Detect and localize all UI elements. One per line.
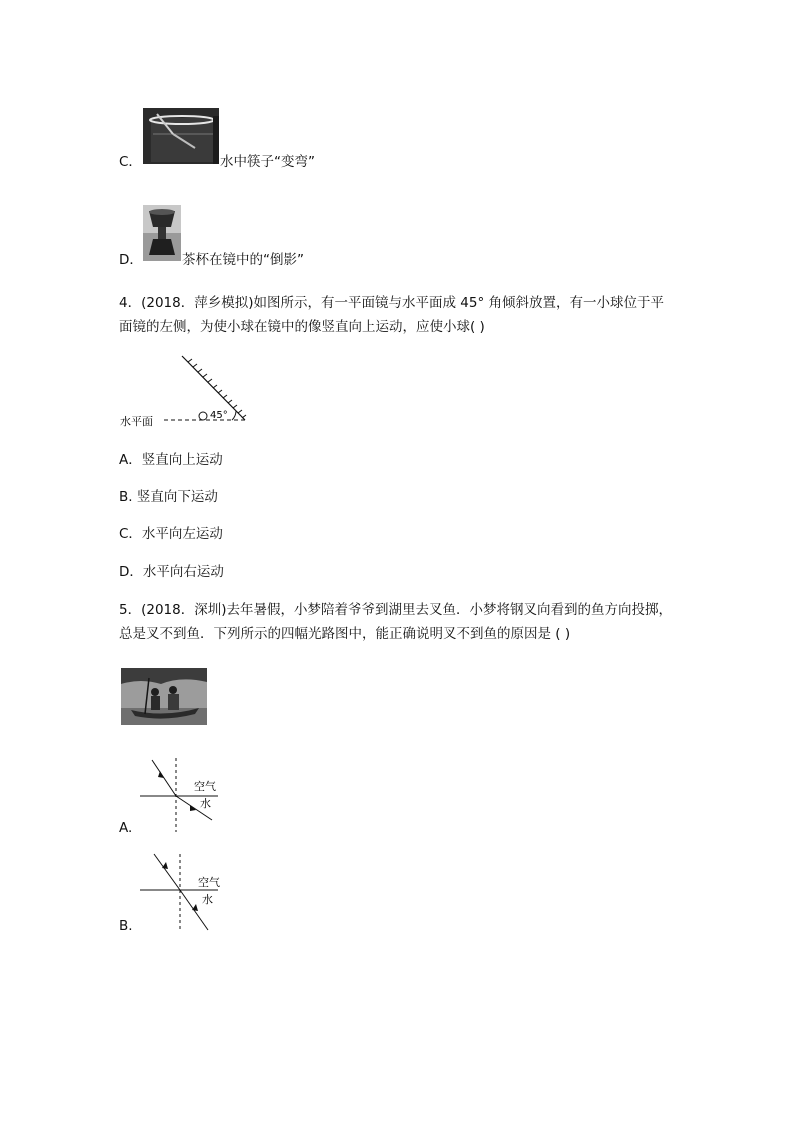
horizontal-plane-label: 水平面 [120,415,153,428]
q4-option-b[interactable]: B. 竖直向下运动 [119,489,218,505]
ray-in-air [154,854,180,890]
arrow-icon [158,771,164,778]
fishing-illustration [121,668,207,725]
angle-arc [232,411,236,420]
teacup-illustration [143,205,181,261]
air-label: 空气 [198,876,220,889]
q5-option-a[interactable]: A. [119,820,133,836]
option-c-letter: C． [119,154,142,170]
q4-option-c[interactable]: C．水平向左运动 [119,526,223,542]
air-label: 空气 [194,780,216,793]
q4-stem-line1: 4．(2018．萍乡模拟)如图所示，有一平面镜与水平面成 45° 角倾斜放置，有一小球位于平 [119,295,664,311]
q4-mirror-diagram [118,352,258,428]
option-c-caption: 水中筷子“变弯” [220,154,315,170]
option-d-letter: D． [119,252,143,268]
option-d-caption: 茶杯在镜中的“倒影” [182,252,304,268]
q5-stem-line1: 5．(2018．深圳)去年暑假，小梦陪着爷爷到湖里去叉鱼．小梦将钢叉向看到的鱼方向投掷， [119,602,672,618]
chopsticks-illustration [143,108,219,164]
ball-icon [199,412,207,420]
arrow-icon [190,805,196,811]
q4-option-a[interactable]: A．竖直向上运动 [119,452,223,468]
q5-option-b[interactable]: B. [119,918,133,934]
q5-diagram-a [138,756,220,834]
q5-stem-line2: 总是叉不到鱼．下列所示的四幅光路图中，能正确说明叉不到鱼的原因是 ( ) [119,626,571,642]
q5-diagram-b [138,852,220,932]
chopsticks-in-water-photo [143,108,219,164]
angle-label: 45° [210,410,228,421]
teacup-reflection-photo [143,205,181,261]
fishing-boat-photo [121,668,207,725]
arrow-icon [192,904,198,911]
water-label: 水 [200,797,211,810]
water-label: 水 [202,893,213,906]
q4-option-d[interactable]: D．水平向右运动 [119,564,224,580]
q4-stem-line2: 面镜的左侧，为使小球在镜中的像竖直向上运动，应使小球( ) [119,319,485,335]
